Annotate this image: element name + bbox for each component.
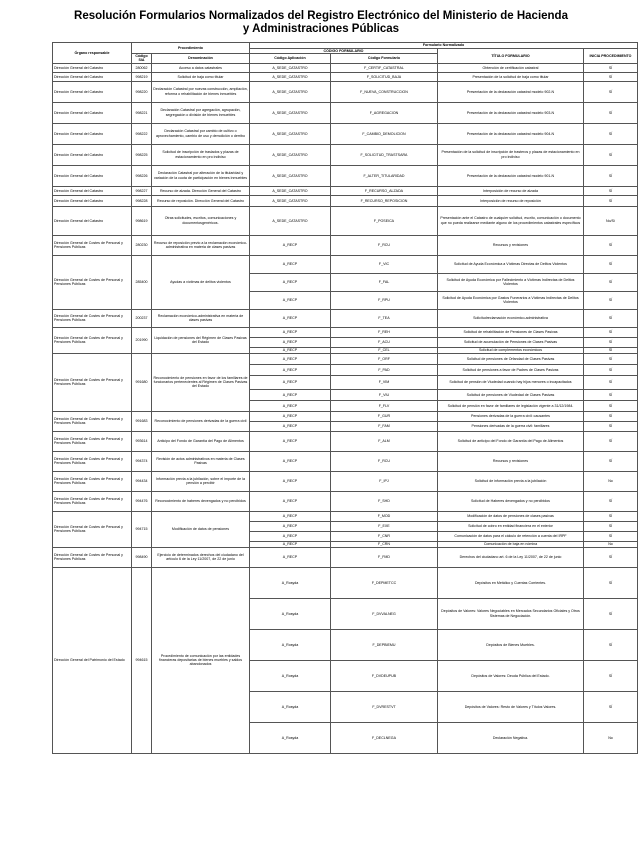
codigo-aplicacion-cell: A_RECP xyxy=(250,309,331,327)
titulo-formulario-cell: Presentación de la declaración catastral modelo 903-N xyxy=(438,102,584,123)
table-row xyxy=(53,186,638,195)
codigo-aplicacion-cell: A_SEDE_CATASTRO xyxy=(250,165,331,186)
denominacion-cell: Liquidación de pensiones del Régimen de Clases Pasivas del Estado xyxy=(152,327,250,353)
codigo-sia-cell: 994715 xyxy=(132,511,152,547)
codigo-aplicacion-cell: A_Rosyda xyxy=(250,567,331,598)
table-row xyxy=(53,206,638,235)
denominacion-cell: Otras solicitudes, escritos, comunicaciones y documentosgenéricos. xyxy=(152,206,250,235)
denominacion-cell: Solicitud de baja como titular xyxy=(152,72,250,81)
codigo-formulario-cell: F_FAL xyxy=(331,273,438,291)
codigo-formulario-cell: F_DEPBIEMU xyxy=(331,629,438,660)
organo-cell: Dirección General de Costes de Personal y Pensiones Públicas xyxy=(53,547,132,567)
inicia-procedimiento-cell: SÍ xyxy=(584,291,638,309)
inicia-procedimiento-cell: SÍ xyxy=(584,327,638,337)
inicia-procedimiento-cell: SÍ xyxy=(584,629,638,660)
codigo-aplicacion-cell: A_RECP xyxy=(250,521,331,531)
inicia-procedimiento-cell: SÍ xyxy=(584,521,638,531)
organo-cell: Dirección General de Costes de Personal y Pensiones Públicas xyxy=(53,309,132,327)
titulo-formulario-cell: Interposición de recurso de reposición xyxy=(438,195,584,206)
codigo-sia-cell: 998619 xyxy=(132,206,152,235)
inicia-procedimiento-cell: SÍ xyxy=(584,165,638,186)
titulo-formulario-cell: Solicitud de pensión en favor de familiares de legislación vigente a 31/12/1984. xyxy=(438,400,584,411)
codigo-aplicacion-cell: A_RECP xyxy=(250,421,331,431)
denominacion-cell: Anticipo del Fondo de Garantía del Pago de Alimentos xyxy=(152,431,250,451)
codigo-formulario-cell: F_DVDEUPUB xyxy=(331,660,438,691)
codigo-formulario-cell: F_CNR xyxy=(331,531,438,541)
inicia-procedimiento-cell: SÍ xyxy=(584,411,638,421)
codigo-formulario-cell: F_FAM xyxy=(331,421,438,431)
inicia-procedimiento-cell: SÍ xyxy=(584,451,638,471)
titulo-formulario-cell: Presentación de la declaración catastral modelo 902-N xyxy=(438,81,584,102)
titulo-formulario-cell: Solicitud de pensiones a favor de Padres de Clases Pasivas xyxy=(438,364,584,375)
inicia-procedimiento-cell: SÍ xyxy=(584,353,638,364)
codigo-formulario-cell: F_DVVALNEG xyxy=(331,598,438,629)
codigo-formulario-cell: F_CEL xyxy=(331,347,438,353)
organo-cell: Dirección General de Costes de Personal y Pensiones Públicas xyxy=(53,255,132,309)
organo-cell: Dirección General de Costes de Personal y Pensiones Públicas xyxy=(53,511,132,547)
titulo-formulario-cell: Declaración Negativa. xyxy=(438,722,584,753)
codigo-aplicacion-cell: A_RECP xyxy=(250,541,331,547)
codigo-formulario-cell: F_DVRESTVT xyxy=(331,691,438,722)
denominacion-cell: Reconocimiento de haberes devengados y no percibidos xyxy=(152,491,250,511)
codigo-formulario-cell: F_MOD xyxy=(331,511,438,521)
denominacion-cell: Ejercicio de determinados derechos del ciudadano del artículo 6 de la Ley 11/2007, de 22 de junio xyxy=(152,547,250,567)
header-organo: Órgano responsable xyxy=(53,43,132,64)
organo-cell: Dirección General de Costes de Personal y Pensiones Públicas xyxy=(53,471,132,491)
inicia-procedimiento-cell: SÍ xyxy=(584,598,638,629)
inicia-procedimiento-cell: SÍ xyxy=(584,144,638,165)
denominacion-cell: Revisión de actos administrativos en materia de Clases Pasivas xyxy=(152,451,250,471)
codigo-aplicacion-cell: A_SEDE_CATASTRO xyxy=(250,72,331,81)
codigo-sia-cell: 991680 xyxy=(132,353,152,411)
codigo-sia-cell: 994374 xyxy=(132,451,152,471)
codigo-aplicacion-cell: A_Rosyda xyxy=(250,722,331,753)
inicia-procedimiento-cell: SÍ xyxy=(584,431,638,451)
table-row xyxy=(53,309,638,327)
codigo-formulario-cell: F_TEA xyxy=(331,309,438,327)
table-row xyxy=(53,63,638,72)
table-row xyxy=(53,547,638,567)
codigo-aplicacion-cell: A_RECP xyxy=(250,291,331,309)
codigo-aplicacion-cell: A_RECP xyxy=(250,353,331,364)
organo-cell: Dirección General de Costes de Personal y Pensiones Públicas xyxy=(53,411,132,431)
table-row xyxy=(53,567,638,598)
titulo-formulario-cell: Solicitud de rehabilitación de Pensiones de Clases Pasivas xyxy=(438,327,584,337)
codigo-aplicacion-cell: A_SEDE_CATASTRO xyxy=(250,123,331,144)
inicia-procedimiento-cell: SÍ xyxy=(584,421,638,431)
denominacion-cell: Declaración Catastral por alteración de la titularidad y variación de la cuota de participación en bienes inmuebles xyxy=(152,165,250,186)
codigo-sia-cell: 998227 xyxy=(132,186,152,195)
codigo-formulario-cell: F_CERTIF_CATASTRAL xyxy=(331,63,438,72)
codigo-formulario-cell: F_FMD xyxy=(331,547,438,567)
codigo-aplicacion-cell: A_RECP xyxy=(250,375,331,389)
codigo-aplicacion-cell: A_RECP xyxy=(250,531,331,541)
codigo-formulario-cell: F_RCU xyxy=(331,235,438,255)
codigo-aplicacion-cell: A_RECP xyxy=(250,364,331,375)
organo-cell: Dirección General del Catastro xyxy=(53,102,132,123)
codigo-formulario-cell: F_RECURSO_REPOSICION xyxy=(331,195,438,206)
titulo-formulario-cell: Presentación de la declaración catastral modelo 901-N xyxy=(438,165,584,186)
table-row xyxy=(53,165,638,186)
codigo-formulario-cell: F_ALTER_TITULARIDAD xyxy=(331,165,438,186)
codigo-aplicacion-cell: A_RECP xyxy=(250,337,331,347)
inicia-procedimiento-cell: SÍ xyxy=(584,389,638,400)
inicia-procedimiento-cell: SÍ xyxy=(584,511,638,521)
titulo-formulario-cell: Solicitud de Ayuda Económica a Víctimas Directas de Delitos Violentos xyxy=(438,255,584,273)
codigo-sia-cell: 280230 xyxy=(132,235,152,255)
titulo-formulario-cell: Solicitud de anticipo del Fondo de Garantía del Pago de Alimentos xyxy=(438,431,584,451)
table-row xyxy=(53,353,638,364)
inicia-procedimiento-cell: SÍ xyxy=(584,186,638,195)
codigo-aplicacion-cell: A_SEDE_CATASTRO xyxy=(250,81,331,102)
header-codigo-formulario: Código Formulario xyxy=(331,54,438,63)
titulo-formulario-cell: Depósitos de Valores: Deuda Pública del Estado. xyxy=(438,660,584,691)
organo-cell: Dirección General del Catastro xyxy=(53,144,132,165)
codigo-sia-cell: 998220 xyxy=(132,81,152,102)
inicia-procedimiento-cell: SÍ xyxy=(584,567,638,598)
organo-cell: Dirección General de Costes de Personal y Pensiones Públicas xyxy=(53,327,132,353)
header-codigo-formulario-group: CÓDIGO FORMULARIO xyxy=(250,49,438,54)
inicia-procedimiento-cell: SÍ xyxy=(584,63,638,72)
titulo-formulario-cell: Recursos y revisiones xyxy=(438,235,584,255)
codigo-sia-cell: 285400 xyxy=(132,255,152,309)
titulo-formulario-cell: Solicitud de complementos económicos xyxy=(438,347,584,353)
organo-cell: Dirección General de Costes de Personal y Pensiones Públicas xyxy=(53,235,132,255)
titulo-formulario-cell: Solicitud de Haberes devengados y no percibidos xyxy=(438,491,584,511)
table-row xyxy=(53,411,638,421)
titulo-formulario-cell: Solicitud de acumulación de Pensiones de Clases Pasivas xyxy=(438,337,584,347)
titulo-formulario-cell: Derechos del ciudadano art. 6 de la Ley 11/2007, de 22 de junio xyxy=(438,547,584,567)
inicia-procedimiento-cell: SÍ xyxy=(584,123,638,144)
codigo-formulario-cell: F_SOLICITUD_TRASTSARA xyxy=(331,144,438,165)
codigo-formulario-cell: F_DEPMETCC xyxy=(331,567,438,598)
codigo-sia-cell: 998225 xyxy=(132,144,152,165)
organo-cell: Dirección General del Catastro xyxy=(53,123,132,144)
titulo-formulario-cell: Presentación de la declaración catastral modelo 904-N xyxy=(438,123,584,144)
codigo-aplicacion-cell: A_RECP xyxy=(250,451,331,471)
codigo-formulario-cell: F_AGREGACION xyxy=(331,102,438,123)
codigo-aplicacion-cell: A_RECP xyxy=(250,411,331,421)
codigo-aplicacion-cell: A_Rosyda xyxy=(250,598,331,629)
organo-cell: Dirección General del Catastro xyxy=(53,72,132,81)
codigo-sia-cell: 201990 xyxy=(132,327,152,353)
codigo-sia-cell: 994434 xyxy=(132,471,152,491)
codigo-sia-cell: 998226 xyxy=(132,165,152,186)
codigo-aplicacion-cell: A_SEDE_CATASTRO xyxy=(250,144,331,165)
titulo-formulario-cell: Presentación de la solicitud de baja como titular xyxy=(438,72,584,81)
forms-table xyxy=(52,42,638,754)
titulo-formulario-cell: Modificación de datos de pensiones de clases pasivas xyxy=(438,511,584,521)
codigo-aplicacion-cell: A_RECP xyxy=(250,347,331,353)
codigo-sia-cell: 280062 xyxy=(132,63,152,72)
inicia-procedimiento-cell: No/Sí xyxy=(584,206,638,235)
header-procedimiento: Procedimiento xyxy=(132,43,250,54)
organo-cell: Dirección General de Costes de Personal y Pensiones Públicas xyxy=(53,353,132,411)
titulo-formulario-cell: Comunicación de baja en nómina xyxy=(438,541,584,547)
codigo-aplicacion-cell: A_SEDE_CATASTRO xyxy=(250,206,331,235)
codigo-formulario-cell: F_EXE xyxy=(331,521,438,531)
codigo-aplicacion-cell: A_RECP xyxy=(250,471,331,491)
codigo-formulario-cell: F_RPU xyxy=(331,291,438,309)
organo-cell: Dirección General del Catastro xyxy=(53,195,132,206)
denominacion-cell: Acceso a datos catastrales xyxy=(152,63,250,72)
inicia-procedimiento-cell: SÍ xyxy=(584,660,638,691)
titulo-formulario-cell: Solicitud de pensiones de Viudedad de Clases Pasivas xyxy=(438,389,584,400)
codigo-aplicacion-cell: A_RECP xyxy=(250,547,331,567)
codigo-aplicacion-cell: A_Rosyda xyxy=(250,660,331,691)
titulo-formulario-cell: Recursos y revisiones xyxy=(438,451,584,471)
denominacion-cell: Declaración Catastral por agregación, agrupación, segregación o división de bienes inmuebles xyxy=(152,102,250,123)
header-denominacion: Denominación xyxy=(152,54,250,63)
organo-cell: Dirección General de Costes de Personal y Pensiones Públicas xyxy=(53,451,132,471)
codigo-formulario-cell: F_GUR xyxy=(331,411,438,421)
document-title xyxy=(0,10,642,36)
titulo-formulario-cell: Pensiones derivadas de la guerra civil: familiares xyxy=(438,421,584,431)
table-row xyxy=(53,235,638,255)
titulo-formulario-cell: Presentación ante el Catastro de cualquier solicitud, escrito, comunicación o documento que no pueda realizarse mediante alguno de los procedimientos catastrales específicos xyxy=(438,206,584,235)
codigo-sia-cell: 991683 xyxy=(132,411,152,431)
titulo-formulario-cell: Solicitud de Ayuda Económica por Gastos Funerarios a Víctimas Indirectas de Delitos Violentos xyxy=(438,291,584,309)
codigo-formulario-cell: F_POSEICA xyxy=(331,206,438,235)
organo-cell: Dirección General de Costes de Personal y Pensiones Públicas xyxy=(53,491,132,511)
table-body xyxy=(53,63,638,753)
codigo-aplicacion-cell: A_SEDE_CATASTRO xyxy=(250,102,331,123)
codigo-formulario-cell: F_PAD xyxy=(331,364,438,375)
codigo-sia-cell: 993614 xyxy=(132,431,152,451)
header-codigo-sia: Código SIA xyxy=(132,54,152,63)
table-row xyxy=(53,102,638,123)
denominacion-cell: Declaración Catastral por nuevas construcción, ampliación, reforma o rehabilitación de bienes inmuebles xyxy=(152,81,250,102)
codigo-formulario-cell: F_VIU xyxy=(331,389,438,400)
inicia-procedimiento-cell: No xyxy=(584,471,638,491)
table-row xyxy=(53,431,638,451)
titulo-formulario-cell: Solicitud de Ayuda Económica por Fallecimiento a Víctimas Indirectas de Delitos Violentos xyxy=(438,273,584,291)
codigo-sia-cell: 994615 xyxy=(132,567,152,753)
denominacion-cell: Reconocimiento de pensiones en favor de los familiares de funcionarios pertenecientes al Régimen de Clases Pasivas del Estado xyxy=(152,353,250,411)
inicia-procedimiento-cell: SÍ xyxy=(584,364,638,375)
inicia-procedimiento-cell: No xyxy=(584,722,638,753)
titulo-formulario-cell: Depósitos de Bienes Muebles. xyxy=(438,629,584,660)
table-row xyxy=(53,471,638,491)
codigo-formulario-cell: F_VIM xyxy=(331,375,438,389)
inicia-procedimiento-cell: SÍ xyxy=(584,309,638,327)
denominacion-cell: Modificación de datos de pensiones xyxy=(152,511,250,547)
inicia-procedimiento-cell: SÍ xyxy=(584,491,638,511)
codigo-formulario-cell: F_SHD xyxy=(331,491,438,511)
titulo-formulario-cell: Presentación de la solicitud de inscripción de trasteros y plazas de estacionamiento en pro indiviso xyxy=(438,144,584,165)
codigo-formulario-cell: F_SOLICITUD_BAJA xyxy=(331,72,438,81)
inicia-procedimiento-cell: No xyxy=(584,541,638,547)
table-row xyxy=(53,511,638,521)
inicia-procedimiento-cell: SÍ xyxy=(584,81,638,102)
codigo-sia-cell: 998221 xyxy=(132,102,152,123)
organo-cell: Dirección General del Catastro xyxy=(53,81,132,102)
inicia-procedimiento-cell: SÍ xyxy=(584,102,638,123)
header-codigo-aplicacion: Código Aplicación xyxy=(250,54,331,63)
titulo-formulario-cell: Solicitud de pensiones de Orfandad de Clases Pasivas xyxy=(438,353,584,364)
codigo-aplicacion-cell: A_Rosyda xyxy=(250,691,331,722)
codigo-formulario-cell: F_CRN xyxy=(331,541,438,547)
organo-cell: Dirección General del Patrimonio del Estado xyxy=(53,567,132,753)
codigo-aplicacion-cell: A_Rosyda xyxy=(250,629,331,660)
inicia-procedimiento-cell: SÍ xyxy=(584,347,638,353)
inicia-procedimiento-cell: SÍ xyxy=(584,72,638,81)
titulo-formulario-cell: Depósitos de Valores: Resto de Valores y Títulos Valores. xyxy=(438,691,584,722)
codigo-aplicacion-cell: A_RECP xyxy=(250,400,331,411)
denominacion-cell: Información previa a la jubilación, sobre el importe de la pensión a percibir xyxy=(152,471,250,491)
organo-cell: Dirección General del Catastro xyxy=(53,206,132,235)
codigo-formulario-cell: F_VIC xyxy=(331,255,438,273)
codigo-formulario-cell: F_ORF xyxy=(331,353,438,364)
codigo-aplicacion-cell: A_RECP xyxy=(250,255,331,273)
table-row xyxy=(53,72,638,81)
title-line-1: Resolución Formularios Normalizados del Registro Electrónico del Ministerio de Hacienda xyxy=(74,10,568,22)
inicia-procedimiento-cell: SÍ xyxy=(584,255,638,273)
titulo-formulario-cell: Depósitos de Valores: Valores Negociables en Mercados Secundarios Oficiales y Otros Sistemas de Negociación. xyxy=(438,598,584,629)
titulo-formulario-cell: Comunicación de datos para el cálculo de retención a cuenta del IRPF xyxy=(438,531,584,541)
table-row xyxy=(53,144,638,165)
titulo-formulario-cell: Solicitud de pensión de Viudedad cuando hay hijos menores o incapacitados xyxy=(438,375,584,389)
codigo-formulario-cell: F_CAMBIO_DEMOLICION xyxy=(331,123,438,144)
codigo-aplicacion-cell: A_RECP xyxy=(250,511,331,521)
denominacion-cell: Recurso de reposición. Dirección General del Catastro xyxy=(152,195,250,206)
header-inicia-procedimiento: INICIA PROCEDIMIENTO xyxy=(584,49,638,64)
codigo-aplicacion-cell: A_RECP xyxy=(250,491,331,511)
titulo-formulario-cell: Obtención de certificación catastral xyxy=(438,63,584,72)
titulo-formulario-cell: Solicitud de cobro en entidad financiera en el exterior xyxy=(438,521,584,531)
codigo-formulario-cell: F_DECLNEGA xyxy=(331,722,438,753)
table-row xyxy=(53,451,638,471)
codigo-aplicacion-cell: A_RECP xyxy=(250,273,331,291)
codigo-formulario-cell: F_ALM xyxy=(331,431,438,451)
titulo-formulario-cell: Depósitos en Metálico y Cuentas Corrientes. xyxy=(438,567,584,598)
table-row xyxy=(53,81,638,102)
codigo-formulario-cell: F_IPJ xyxy=(331,471,438,491)
inicia-procedimiento-cell: SÍ xyxy=(584,235,638,255)
title-line-2: y Administraciones Públicas xyxy=(242,23,400,35)
codigo-formulario-cell: F_RCU xyxy=(331,451,438,471)
inicia-procedimiento-cell: SÍ xyxy=(584,531,638,541)
table-row xyxy=(53,123,638,144)
inicia-procedimiento-cell: SÍ xyxy=(584,691,638,722)
codigo-aplicacion-cell: A_RECP xyxy=(250,431,331,451)
codigo-aplicacion-cell: A_RECP xyxy=(250,235,331,255)
codigo-aplicacion-cell: A_SEDE_CATASTRO xyxy=(250,195,331,206)
inicia-procedimiento-cell: SÍ xyxy=(584,547,638,567)
titulo-formulario-cell: Solicitudreclamación económico-administrativa xyxy=(438,309,584,327)
denominacion-cell: Recurso de reposición previo a la reclamación económico-administrativa en materia de clases pasivas xyxy=(152,235,250,255)
codigo-aplicacion-cell: A_SEDE_CATASTRO xyxy=(250,63,331,72)
codigo-sia-cell: 200237 xyxy=(132,309,152,327)
table-header xyxy=(53,43,638,64)
organo-cell: Dirección General de Costes de Personal y Pensiones Públicas xyxy=(53,431,132,451)
inicia-procedimiento-cell: SÍ xyxy=(584,375,638,389)
denominacion-cell: Recurso de alzada. Dirección General del Catastro xyxy=(152,186,250,195)
codigo-sia-cell: 994476 xyxy=(132,491,152,511)
table-row xyxy=(53,255,638,273)
denominacion-cell: Reclamación económico-administrativa en materia de clases pasivas xyxy=(152,309,250,327)
inicia-procedimiento-cell: SÍ xyxy=(584,400,638,411)
denominacion-cell: Reconocimiento de pensiones derivadas de la guerra civil xyxy=(152,411,250,431)
table-row xyxy=(53,195,638,206)
table-row xyxy=(53,327,638,337)
inicia-procedimiento-cell: SÍ xyxy=(584,337,638,347)
codigo-aplicacion-cell: A_RECP xyxy=(250,327,331,337)
table-row xyxy=(53,491,638,511)
titulo-formulario-cell: Interposición de recurso de alzada xyxy=(438,186,584,195)
codigo-aplicacion-cell: A_RECP xyxy=(250,389,331,400)
denominacion-cell: Procedimiento de comunicación por las entidades financieras depositarias de bienes muebles y saldos abandonados xyxy=(152,567,250,753)
codigo-formulario-cell: F_ACU xyxy=(331,337,438,347)
denominacion-cell: Ayudas a víctimas de delitos violentos xyxy=(152,255,250,309)
header-titulo-formulario: TÍTULO FORMULARIO xyxy=(438,49,584,64)
codigo-formulario-cell: F_RECURSO_ALZADA xyxy=(331,186,438,195)
organo-cell: Dirección General del Catastro xyxy=(53,63,132,72)
denominacion-cell: Declaración Catastral por cambio de cultivo o aprovechamiento, cambio de uso y demolición o derribo xyxy=(152,123,250,144)
codigo-formulario-cell: F_NUEVA_CONSTRUCCION xyxy=(331,81,438,102)
inicia-procedimiento-cell: SÍ xyxy=(584,273,638,291)
organo-cell: Dirección General del Catastro xyxy=(53,165,132,186)
titulo-formulario-cell: Solicitud de información previa a la jubilación xyxy=(438,471,584,491)
titulo-formulario-cell: Pensiones derivadas de la guerra civil: causantes xyxy=(438,411,584,421)
codigo-sia-cell: 998228 xyxy=(132,195,152,206)
codigo-sia-cell: 998490 xyxy=(132,547,152,567)
denominacion-cell: Solicitud de inscripción de traslados y plazas de estacionamiento en pro indiviso xyxy=(152,144,250,165)
codigo-formulario-cell: F_REH xyxy=(331,327,438,337)
codigo-aplicacion-cell: A_SEDE_CATASTRO xyxy=(250,186,331,195)
header-formulario-normalizado: Formulario Normalizado xyxy=(250,43,638,49)
inicia-procedimiento-cell: SÍ xyxy=(584,195,638,206)
codigo-sia-cell: 998222 xyxy=(132,123,152,144)
codigo-formulario-cell: F_FLV xyxy=(331,400,438,411)
codigo-sia-cell: 998219 xyxy=(132,72,152,81)
organo-cell: Dirección General del Catastro xyxy=(53,186,132,195)
